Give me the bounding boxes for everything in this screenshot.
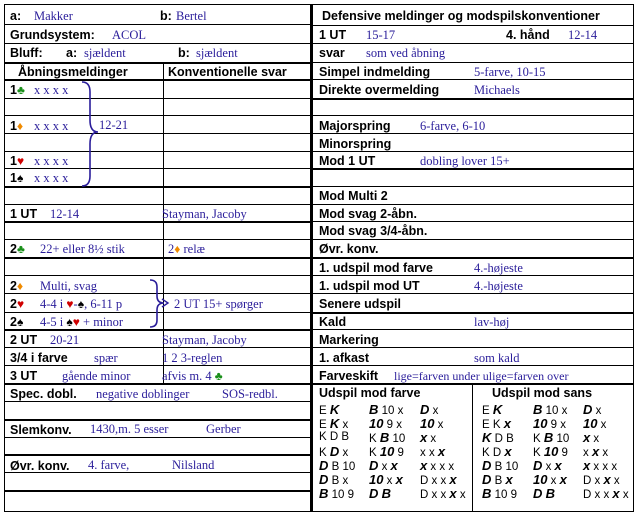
bluff-a-label: a: <box>66 46 78 60</box>
lead-combo: K 10 9 <box>533 444 568 459</box>
lead-combo: D B <box>369 486 391 501</box>
right-title: Defensive meldinger og modspilskonventioner <box>322 9 600 23</box>
mod1ut-value: dobling lover 15+ <box>420 154 510 168</box>
lead-combo: x x x x <box>583 458 618 473</box>
lead-combo: K D B <box>319 431 350 443</box>
farveskift-label: Farveskift <box>319 369 379 383</box>
rule <box>4 115 310 116</box>
udspil-farve-value: 4.-højeste <box>474 261 523 275</box>
nt-value: 12-14 <box>50 207 80 221</box>
rule <box>4 43 310 44</box>
hand4-value: 12-14 <box>568 28 598 42</box>
heart-icon: ♥ <box>16 297 25 311</box>
heart-icon: ♥ <box>72 315 80 329</box>
rule <box>313 151 634 152</box>
brace-icon <box>148 279 174 329</box>
rule <box>313 133 634 134</box>
open-1c-value: x x x x <box>34 83 69 97</box>
brace-icon <box>80 80 102 188</box>
responses-header: Konventionelle svar <box>168 65 287 79</box>
lead-combo: D B 10 <box>482 458 519 473</box>
rule <box>4 454 310 456</box>
lead-combo: D B x <box>319 472 349 487</box>
kald-value: lav-høj <box>474 315 510 329</box>
lead-combo: E K x <box>319 416 349 431</box>
nt3-value: gående minor <box>62 369 131 383</box>
two-clubs-response: relæ <box>183 242 206 256</box>
lead-combo: D x <box>420 402 439 417</box>
kald-label: Kald <box>319 315 347 329</box>
rule <box>313 43 634 44</box>
two-hearts-value-a: 4-4 i <box>40 297 64 311</box>
rule <box>313 98 634 100</box>
three-four-value: spær <box>94 351 118 365</box>
farveskift-value: lige=farven under ulige=farven over <box>394 369 569 383</box>
diamond-icon: ♦ <box>16 119 24 133</box>
open-1h-value: x x x x <box>34 154 69 168</box>
lead-combo: B 10 x <box>369 402 404 417</box>
rule <box>4 419 310 421</box>
svag34-label: Mod svag 3/4-åbn. <box>319 224 428 238</box>
bluff-b-value: sjældent <box>196 46 238 60</box>
nt2-value: 20-21 <box>50 333 80 347</box>
lead-combo: 10 x x <box>533 472 567 487</box>
afkast-value: som kald <box>474 351 520 365</box>
lead-combo: D x x x x <box>420 486 466 501</box>
lead-combo: K D x <box>482 444 512 459</box>
lead-combo: x x <box>583 430 600 445</box>
nt3-response: afvis m. 4 <box>162 369 212 383</box>
other-label: Øvr. konv. <box>10 459 70 473</box>
svar-label: svar <box>319 46 345 60</box>
club-icon: ♣ <box>16 242 25 256</box>
major-value: 6-farve, 6-10 <box>420 119 486 133</box>
bluff-b-label: b: <box>178 46 190 60</box>
spade-icon: ♠ <box>77 297 85 311</box>
lead-combo: D x <box>583 402 602 417</box>
udspil-ut-value: 4.-højeste <box>474 279 523 293</box>
spec-value-1: negative doblinger <box>96 387 190 401</box>
two-clubs-value: 22+ eller 8½ stik <box>40 242 125 256</box>
rule <box>4 186 310 188</box>
rule <box>313 347 634 348</box>
rule <box>313 186 634 187</box>
lead-combo: K D x <box>319 444 349 459</box>
lead-combo: D x x x <box>583 472 620 487</box>
lead-combo: 10 x <box>420 416 444 431</box>
two-hearts-value-c: , 6-11 p <box>84 297 123 311</box>
open-1s-value: x x x x <box>34 171 69 185</box>
lead-combo: 10 9 x <box>533 416 567 431</box>
minor-label: Minorspring <box>319 137 392 151</box>
rule <box>313 312 634 314</box>
direkte-label: Direkte overmelding <box>319 83 440 97</box>
lead-sans-title: Udspil mod sans <box>492 386 593 400</box>
heart-icon: ♥ <box>16 154 25 168</box>
multi-label: Mod Multi 2 <box>319 189 388 203</box>
lead-combo: 10 x x <box>369 472 403 487</box>
spade-icon: ♠ <box>16 171 24 185</box>
lead-combo: D x x x <box>420 472 457 487</box>
svag2-label: Mod svag 2-åbn. <box>319 207 417 221</box>
lead-combo: B 10 x <box>533 402 568 417</box>
open-range: 12-21 <box>99 118 129 132</box>
markering-label: Markering <box>319 333 379 347</box>
simpel-value: 5-farve, 10-15 <box>474 65 546 79</box>
svar-value: som ved åbning <box>366 46 446 60</box>
rule <box>313 168 634 170</box>
ut-label: 1 UT <box>319 28 347 42</box>
rule <box>313 115 634 116</box>
lead-combo: x x <box>420 430 437 445</box>
lead-combo: B 10 9 <box>319 486 354 501</box>
lead-combo: 10 9 x <box>369 416 403 431</box>
lead-combo: x x x <box>583 444 609 459</box>
system-label: Grundsystem: <box>10 28 95 42</box>
other-value-2: Nilsland <box>172 458 215 472</box>
lead-combo: E K <box>319 402 340 417</box>
rule <box>4 62 310 64</box>
rule <box>313 221 634 222</box>
afkast-label: 1. afkast <box>319 351 370 365</box>
two-diamonds-value: Multi, svag <box>40 279 97 293</box>
rule <box>4 221 310 223</box>
rule <box>4 133 310 134</box>
rule <box>4 275 310 276</box>
rule <box>4 204 310 205</box>
lead-combo: D B x <box>482 472 513 487</box>
rule <box>4 329 310 331</box>
spade-icon: ♠ <box>16 315 24 329</box>
rule <box>4 239 310 240</box>
lead-combo: D x x <box>533 458 562 473</box>
rule <box>4 365 310 366</box>
rule <box>313 275 634 276</box>
spec-value-2: SOS-redbl. <box>222 387 278 401</box>
rule <box>313 25 634 26</box>
slam-label: Slemkonv. <box>10 423 72 437</box>
udspil-farve-label: 1. udspil mod farve <box>319 261 433 275</box>
major-label: Majorspring <box>319 119 391 133</box>
hand4-label: 4. hånd <box>506 28 550 42</box>
rule <box>313 62 634 63</box>
openings-header: Åbningsmeldinger <box>18 65 128 79</box>
other-value-1: 4. farve, <box>88 458 130 472</box>
bluff-a-value: sjældent <box>84 46 126 60</box>
club-icon: ♣ <box>16 83 25 97</box>
rule <box>313 79 634 80</box>
two-spades-value-a: 4-5 i <box>40 315 64 329</box>
nt-response: Stayman, Jacoby <box>162 207 247 221</box>
rule <box>4 347 310 348</box>
rule <box>313 239 634 240</box>
lead-combo: D x x x x <box>583 486 629 501</box>
rule <box>4 151 310 152</box>
nt2-response: Stayman, Jacoby <box>162 333 247 347</box>
mod1ut-label: Mod 1 UT <box>319 154 376 168</box>
lead-combo: 10 x <box>583 416 607 431</box>
rule <box>4 98 310 99</box>
slam-value-1: 1430,m. 5 esser <box>90 422 169 436</box>
three-four-label: 3/4 i farve <box>10 351 68 365</box>
lead-combo: E K x <box>482 416 511 431</box>
two-hearts-value-b: - <box>73 297 78 311</box>
rule <box>4 401 310 402</box>
partner-a-label: a: <box>10 9 22 23</box>
rule <box>4 79 310 81</box>
rule <box>4 168 310 169</box>
two-nt-ask: 2 UT 15+ spørger <box>174 297 263 311</box>
lead-combo: K 10 9 <box>369 444 404 459</box>
system-value: ACOL <box>112 28 147 42</box>
simpel-label: Simpel indmelding <box>319 65 431 79</box>
partner-a-value: Makker <box>34 9 73 23</box>
lead-combo: x x x <box>420 444 446 459</box>
senere-label: Senere udspil <box>319 297 401 311</box>
two-spades-value-b: + minor <box>83 315 124 329</box>
lead-combo: K B 10 <box>533 430 570 445</box>
ut-value: 15-17 <box>366 28 396 42</box>
open-1d-value: x x x x <box>34 119 69 133</box>
club-icon: ♣ <box>214 369 223 383</box>
nt3-label: 3 UT <box>10 369 38 383</box>
rule <box>313 257 634 259</box>
slam-value-2: Gerber <box>206 422 241 436</box>
lead-combo: x x x x <box>420 458 455 473</box>
heart-icon: ♥ <box>66 297 74 311</box>
diamond-icon: ♦ <box>16 279 24 293</box>
udspil-ut-label: 1. udspil mod UT <box>319 279 420 293</box>
lead-combo: E K <box>482 402 503 417</box>
spec-label: Spec. dobl. <box>10 387 77 401</box>
nt-label: 1 UT <box>10 207 38 221</box>
lead-combo: B 10 9 <box>482 486 517 501</box>
rule <box>4 257 310 259</box>
diamond-icon: ♦ <box>174 242 181 256</box>
rule <box>313 293 634 294</box>
column-divider <box>472 383 473 512</box>
lead-farve-title: Udspil mod farve <box>319 386 421 400</box>
lead-combo: K D B <box>482 430 514 445</box>
rule <box>4 383 310 385</box>
rule <box>4 24 310 25</box>
rule <box>313 204 634 205</box>
rule <box>313 329 634 330</box>
rule <box>4 490 310 492</box>
rule <box>313 365 634 366</box>
partner-b-label: b: <box>160 9 172 23</box>
lead-combo: D x x <box>369 458 398 473</box>
lead-combo: K B 10 <box>369 430 406 445</box>
bluff-label: Bluff: <box>10 46 43 60</box>
spade-icon: ♠ <box>66 315 73 329</box>
nt2-label: 2 UT <box>10 333 38 347</box>
lead-combo: D B 10 <box>319 458 356 473</box>
ovr-label: Øvr. konv. <box>319 242 379 256</box>
rule <box>313 383 634 385</box>
rule <box>4 437 310 438</box>
three-four-response: 1 2 3-reglen <box>162 351 223 365</box>
lead-combo: D B <box>533 486 555 501</box>
direkte-value: Michaels <box>474 83 520 97</box>
partner-b-value: Bertel <box>176 9 207 23</box>
